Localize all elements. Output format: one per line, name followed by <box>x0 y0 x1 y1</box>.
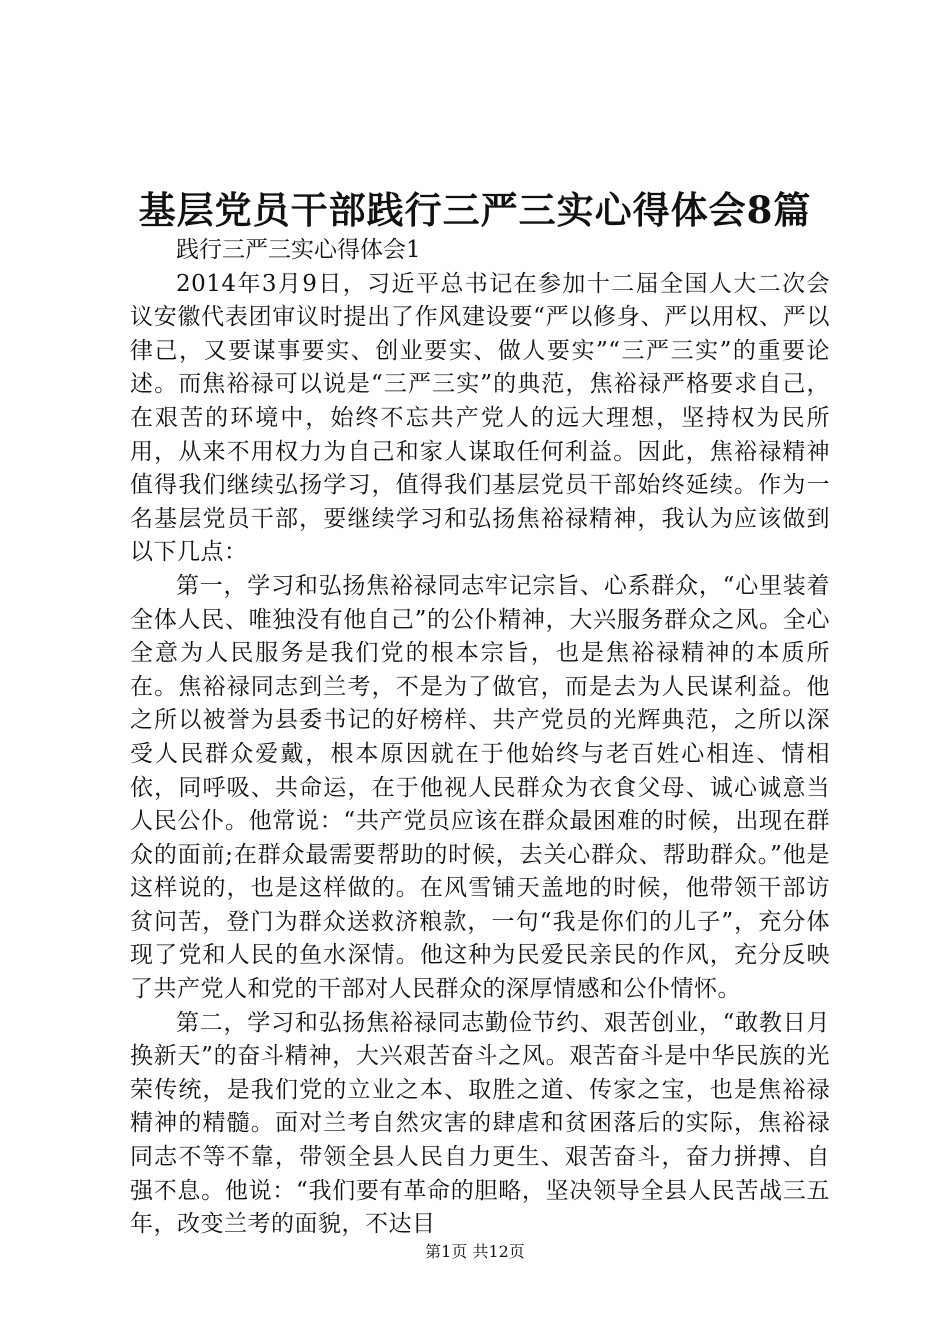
paragraph-second-point: 第二，学习和弘扬焦裕禄同志勤俭节约、艰苦创业，“敢教日月换新天”的奋斗精神，大兴艰苦奋斗之风。艰苦奋斗是中华民族的光荣传统，是我们党的立业之本、取胜之道、传家之宝，也是焦裕禄精神的精髓。面对兰考自然灾害的肆虐和贫困落后的实际，焦裕禄同志不等不靠，带领全县人民自力更生、艰苦奋斗，奋力拼搏、自强不息。他说：“我们要有革命的胆略，坚决领导全县人民苦战三五年，改变兰考的面貌，不达目 <box>130 1009 830 1238</box>
document-title: 基层党员干部践行三严三实心得体会8篇 <box>138 188 812 232</box>
paragraph-intro: 2014年3月9日，习近平总书记在参加十二届全国人大二次会议安徽代表团审议时提出了作风建设要“严以修身、严以用权、严以律己，又要谋事要实、创业要实、做人要实”“三严三实”的重要论述。而焦裕禄可以说是“三严三实”的典范，焦裕禄严格要求自己，在艰苦的环境中，始终不忘共产党人的远大理想，坚持权为民所用，从来不用权力为自己和家人谋取任何利益。因此，焦裕禄精神值得我们继续弘扬学习，值得我们基层党员干部始终延续。作为一名基层党员干部，要继续学习和弘扬焦裕禄精神，我认为应该做到以下几点： <box>130 270 830 566</box>
section-heading: 践行三严三实心得体会1 <box>176 237 421 263</box>
paragraph-first-point: 第一，学习和弘扬焦裕禄同志牢记宗旨、心系群众，“心里装着全体人民、唯独没有他自己”的公仆精神，大兴服务群众之风。全心全意为人民服务是我们党的根本宗旨，也是焦裕禄精神的本质所在。焦裕禄同志到兰考，不是为了做官，而是去为人民谋利益。他之所以被誉为县委书记的好榜样、共产党员的光辉典范，之所以深受人民群众爱戴，根本原因就在于他始终与老百姓心相连、情相依，同呼吸、共命运，在于他视人民群众为衣食父母、诚心诚意当人民公仆。他常说：“共产党员应该在群众最困难的时候，出现在群众的面前;在群众最需要帮助的时候，去关心群众、帮助群众。”他是这样说的，也是这样做的。在风雪铺天盖地的时候，他带领干部访贫问苦，登门为群众送救济粮款，一句“我是你们的儿子”，充分体现了党和人民的鱼水深情。他这种为民爱民亲民的作风，充分反映了共产党人和党的干部对人民群众的深厚情感和公仆情怀。 <box>130 572 830 1003</box>
page-number-footer: 第1页 共12页 <box>425 1242 525 1261</box>
document-body <box>130 234 830 1242</box>
